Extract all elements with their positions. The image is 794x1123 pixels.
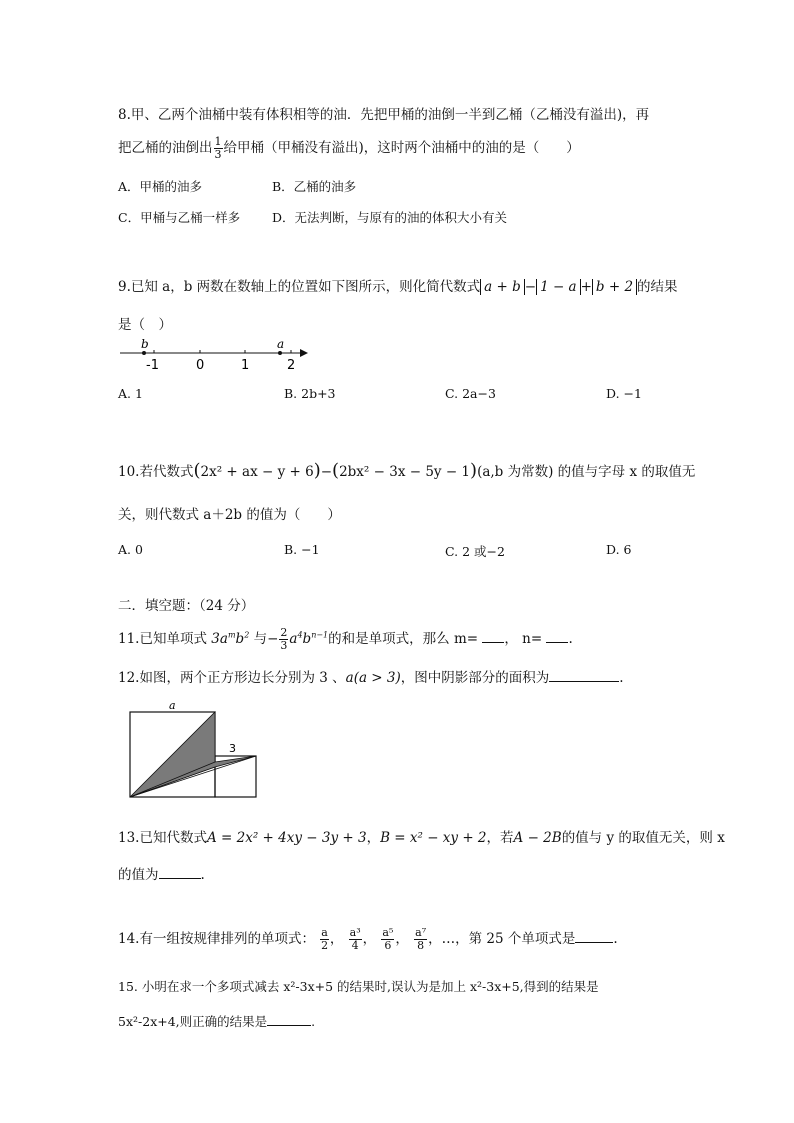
q8-line2-pre: 把乙桶的油倒出	[118, 140, 213, 156]
q12-condition: a(a > 3)	[345, 670, 401, 686]
q11-mid: 与−	[253, 631, 279, 647]
q8-line2	[118, 136, 580, 161]
q12-pre: 12.如图，两个正方形边长分别为 3 、	[118, 670, 346, 686]
q13-expr-a-minus-2b: A − 2B	[513, 830, 562, 846]
q11-frac-den: 3	[280, 639, 288, 652]
q14-term-1-num: a	[321, 926, 328, 939]
q8-frac-num: 1	[214, 135, 222, 148]
q9-option-d: D. −1	[606, 386, 642, 401]
q8-fraction	[214, 136, 223, 161]
q8-option-c: C．甲桶与乙桶一样多	[118, 210, 241, 225]
q14-term-2	[349, 927, 362, 952]
q9-option-a: A. 1	[118, 386, 143, 401]
q15-line1: 15. 小明在求一个多项式减去 x²-3x+5 的结果时,误认为是加上 x²-3x+5,得到的结果是	[118, 979, 599, 994]
q14-blank[interactable]	[575, 941, 613, 943]
q11-blank-m[interactable]	[482, 641, 504, 643]
q9-option-c: C. 2a−3	[445, 386, 496, 401]
q14-term-3-num: a⁵	[382, 926, 394, 939]
q13-post2: 的值与 y 的取值无关，则 x	[561, 830, 725, 846]
q10-expr2: 2bx² − 3x − 5y − 1	[339, 464, 471, 480]
q9-line1	[118, 275, 678, 295]
q11-line	[118, 627, 573, 652]
q11-end: .	[568, 631, 573, 647]
q11-fraction	[279, 627, 288, 652]
figure-label-3: 3	[229, 742, 236, 755]
q15-line2	[118, 1012, 315, 1030]
q14-term-1-den: 2	[321, 939, 329, 952]
section-heading: 二．填空题：（24 分）	[118, 598, 255, 614]
q14-term-2-den: 4	[351, 939, 359, 952]
q9-abs-a-plus-b: a + b	[480, 279, 525, 295]
label-b: b	[141, 337, 149, 351]
q14-term-2-num: a³	[349, 926, 361, 939]
q12-post: ，图中阴影部分的面积为	[400, 670, 550, 686]
q9-line1-pre: 9.已知 a，b 两数在数轴上的位置如下图所示，则化简代数式	[118, 279, 481, 295]
q10-minus: −	[320, 464, 333, 480]
q14-term-1	[320, 927, 329, 952]
q10-line2: 关，则代数式 a＋2b 的值为（ ）	[118, 507, 341, 523]
q15-line2-text: 5x²-2x+4,则正确的结果是	[118, 1014, 268, 1029]
q14-pre: 14.有一组按规律排列的单项式：	[118, 931, 315, 947]
q13-expr-b: B = x² − xy + 2	[380, 830, 487, 846]
tick-label-1: 1	[241, 358, 250, 373]
q8-option-d: D．无法判断，与原有的油的体积大小有关	[272, 210, 508, 225]
q13-line1	[118, 826, 725, 846]
q9-line1-post: 的结果	[637, 279, 678, 295]
shaded-region-1	[130, 712, 215, 797]
q11-post: 的和是单项式，那么 m=	[328, 631, 479, 647]
figure-label-a: a	[169, 699, 176, 712]
point-b	[142, 351, 146, 355]
q11-coef: 3	[211, 631, 220, 647]
q9-plus: +	[580, 279, 592, 295]
q10-option-d: D. 6	[606, 542, 632, 557]
q8-frac-den: 3	[214, 148, 222, 161]
q13-comma: ，	[366, 830, 381, 846]
tick-label-0: 0	[196, 358, 205, 373]
q10-line1-pre: 10.若代数式	[118, 464, 194, 480]
q13-post: ，若	[486, 830, 514, 846]
squares-figure	[125, 698, 260, 802]
q9-minus: −	[524, 279, 537, 295]
q13-pre: 13.已知代数式	[118, 830, 207, 846]
tick-label-minus1: -1	[146, 358, 159, 373]
q15-blank[interactable]	[267, 1024, 311, 1026]
q10-option-a: A. 0	[118, 542, 143, 557]
tick-label-2: 2	[287, 358, 296, 373]
q14-term-4	[414, 927, 427, 952]
q11-monomial2: $a^4b^{n-1}$	[289, 630, 329, 647]
number-line-arrow	[300, 349, 308, 357]
q14-end: .	[613, 931, 618, 947]
q14-term-4-den: 8	[417, 939, 425, 952]
q9-line2: 是（ ）	[118, 317, 172, 333]
label-a: a	[277, 337, 285, 351]
q14-line: 14.有一组按规律排列的单项式： $\frac{a}{2}$ ， $\frac{\text{a³}}{4}$ ， $\frac{\text{a⁵}}{6}$ ， $\frac{\text{a⁷}}{8}$ ，…，第 25 个单项式是 .	[118, 926, 618, 952]
q10-option-b: B. −1	[284, 542, 320, 557]
q14-post: ，…，第 25 个单项式是	[428, 931, 576, 947]
q9-abs-b-plus-2: b + 2	[592, 279, 637, 295]
q8-option-a: A．甲桶的油多	[118, 179, 203, 194]
q10-line1-post: (a,b 为常数) 的值与字母 x 的取值无	[477, 464, 696, 480]
q15-end: .	[311, 1014, 316, 1029]
q14-term-4-num: a⁷	[415, 926, 427, 939]
point-a	[278, 351, 282, 355]
q14-term-3	[381, 927, 394, 952]
q11-n-label: ， n=	[504, 631, 543, 647]
q8-line2-post: 给甲桶（甲桶没有溢出)，这时两个油桶中的油的是（ ）	[223, 140, 580, 156]
q13-expr-a: A = 2x² + 4xy − 3y + 3	[206, 830, 367, 846]
q12-line	[118, 666, 624, 686]
number-line	[118, 336, 318, 374]
q14-term-3-den: 6	[384, 939, 392, 952]
q13-blank[interactable]	[159, 877, 201, 879]
q11-monomial1: $3a^mb^2$	[211, 630, 250, 647]
q10-line1: 10.若代数式(2x² + ax − y + 6)−(2bx² − 3x − 5y − 1)(a,b 为常数) 的值与字母 x 的取值无	[118, 460, 696, 481]
q10-option-c: C. 2 或−2	[445, 544, 505, 559]
q11-blank-n[interactable]	[546, 641, 568, 643]
q12-end: .	[619, 670, 624, 686]
q12-blank[interactable]	[549, 680, 619, 682]
q11-pre: 11.已知单项式	[118, 631, 207, 647]
q8-line1: 8.甲、乙两个油桶中装有体积相等的油．先把甲桶的油倒一半到乙桶（乙桶没有溢出)，再	[118, 107, 650, 123]
q13-end: .	[200, 867, 205, 883]
q10-expr1: 2x² + ax − y + 6	[200, 464, 314, 480]
q11-frac-num: 2	[280, 626, 288, 639]
q9-option-b: B. 2b+3	[284, 386, 336, 401]
q13-line2-text: 的值为	[118, 867, 159, 883]
q13-line2	[118, 863, 205, 883]
q8-option-b: B．乙桶的油多	[272, 179, 357, 194]
q9-abs-1-minus-a: 1 − a	[536, 279, 581, 295]
